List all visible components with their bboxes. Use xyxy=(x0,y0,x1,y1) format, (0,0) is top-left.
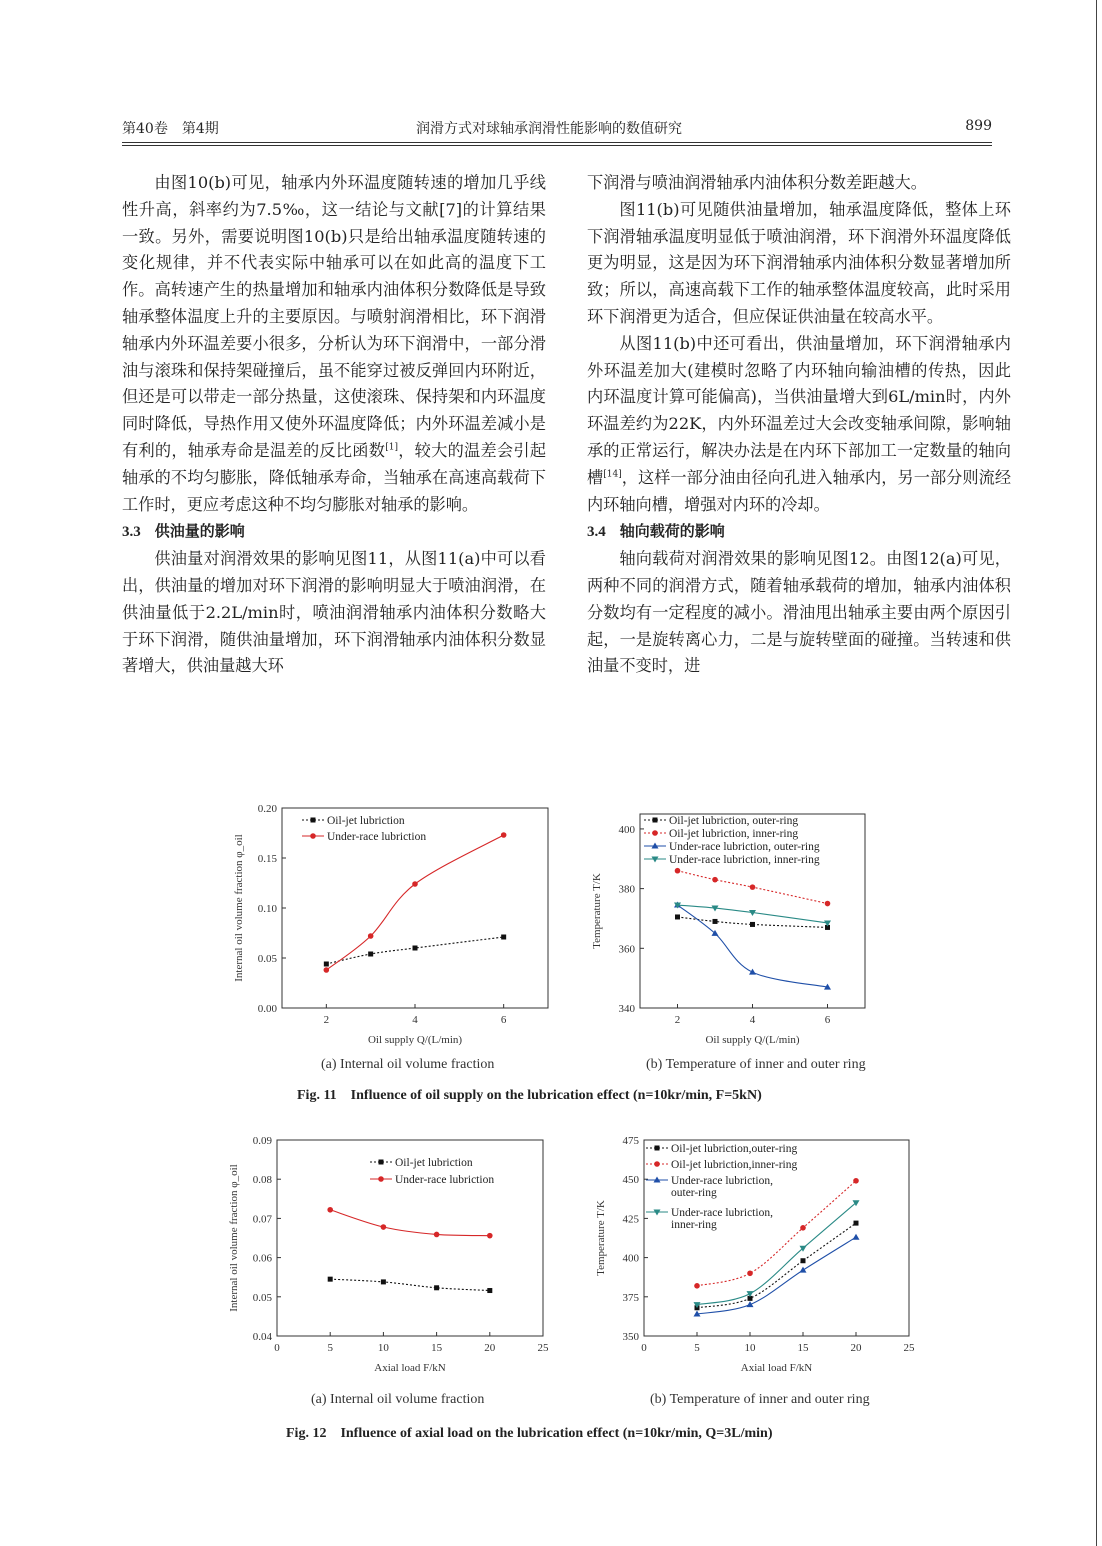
legend-label: Oil-jet lubriction xyxy=(327,815,405,827)
data-point xyxy=(750,922,755,927)
legend-label: Oil-jet lubriction xyxy=(395,1157,473,1169)
y-tick-label: 0.15 xyxy=(257,853,277,865)
data-point xyxy=(853,1234,860,1240)
page-number: 899 xyxy=(965,118,992,134)
y-tick-label: 0.07 xyxy=(252,1213,272,1226)
fig12b-chart xyxy=(580,1132,920,1390)
x-axis-label: Oil supply Q/(L/min) xyxy=(705,1034,800,1046)
legend-marker xyxy=(310,833,316,839)
paragraph: 由图10(b)可见，轴承内外环温度随转速的增加几乎线性升高，斜率约为7.5‰，这一结论与文献[7]的计算结果一致。另外，需要说明图10(b)只是给出轴承温度随转速的变化规律，并不代表实际中轴承可以在如此高的温度下工作。高转速产生的热量增加和轴承内油体积分数降低是导致轴承整体温度上升的主要原因。与喷射润滑相比，环下润滑轴承内外环温差要小很多，分析认为环下润滑中，一部分滑油与滚珠和保持架碰撞后，虽不能穿过被反弹回内环附近，但还是可以带走一部分热量，这使滚珠、保持架和内环温度同时降低，导热作用又使外环温度降低；内外环温差减小是有利的，轴承寿命是温差的反比函数[1]，较大的温差会引起轴承的不均匀膨胀，降低轴承寿命，当轴承在高速高载荷下工作时，更应考虑这种不均匀膨胀对轴承的影响。 xyxy=(122,173,547,514)
data-point xyxy=(800,1225,806,1231)
data-point xyxy=(412,881,418,887)
data-point xyxy=(853,1178,859,1184)
right-column xyxy=(587,170,1011,680)
data-point xyxy=(487,1233,493,1239)
data-point xyxy=(712,877,718,883)
x-tick-label: 20 xyxy=(850,1342,862,1354)
legend-marker xyxy=(654,1161,660,1167)
y-tick-label: 350 xyxy=(622,1331,639,1343)
y-axis-label: Internal oil volume fraction φ_oil xyxy=(233,834,245,982)
fig12b-subcaption: (b) Temperature of inner and outer ring xyxy=(650,1392,870,1407)
x-tick-label: 5 xyxy=(694,1342,700,1354)
data-point xyxy=(413,946,418,951)
data-point xyxy=(487,1288,492,1293)
y-tick-label: 380 xyxy=(618,883,635,896)
y-tick-label: 0.00 xyxy=(257,1003,277,1015)
fig11b-chart xyxy=(580,800,880,1050)
data-point xyxy=(327,1207,333,1213)
data-point xyxy=(501,832,507,838)
y-tick-label: 0.05 xyxy=(252,1291,272,1304)
legend-marker xyxy=(652,830,658,836)
page-edge xyxy=(1096,0,1097,1546)
series-line xyxy=(330,1279,490,1290)
legend-label: Under-race lubriction, inner-ring xyxy=(669,854,820,866)
legend-label: Oil-jet lubriction, inner-ring xyxy=(669,828,799,840)
x-axis-label: Oil supply Q/(L/min) xyxy=(367,1034,463,1046)
x-tick-label: 25 xyxy=(903,1342,915,1354)
data-point xyxy=(434,1232,440,1238)
series-line xyxy=(697,1181,856,1286)
series-line xyxy=(697,1223,856,1308)
x-tick-label: 15 xyxy=(431,1342,443,1354)
y-axis-label: Temperature T/K xyxy=(595,1200,607,1276)
y-axis-label: Internal oil volume fraction φ_oil xyxy=(228,1164,240,1312)
legend-label: Under-race lubriction xyxy=(327,831,427,843)
x-tick-label: 10 xyxy=(744,1342,756,1354)
data-point xyxy=(675,914,680,919)
header-rule-2 xyxy=(122,145,992,146)
x-tick-label: 20 xyxy=(484,1342,496,1354)
legend-label: Oil-jet lubriction,inner-ring xyxy=(671,1159,798,1171)
data-point xyxy=(801,1258,806,1263)
data-point xyxy=(694,1283,700,1289)
fig11-caption: Fig. 11 Influence of oil supply on the lubrication effect (n=10kr/min, F=5kN) xyxy=(297,1088,762,1103)
data-point xyxy=(434,1285,439,1290)
plot-frame xyxy=(277,1140,543,1336)
data-point xyxy=(675,868,681,874)
x-tick-label: 0 xyxy=(274,1342,280,1354)
section-heading: 3.3 供油量的影响 xyxy=(122,522,245,541)
data-point xyxy=(854,1221,859,1226)
legend-label: Under-race lubriction xyxy=(395,1174,495,1186)
data-point xyxy=(825,901,831,907)
x-tick-label: 4 xyxy=(749,1014,756,1026)
x-tick-label: 25 xyxy=(537,1342,549,1354)
y-tick-label: 450 xyxy=(622,1174,639,1187)
fig12-caption: Fig. 12 Influence of axial load on the lubrication effect (n=10kr/min, Q=3L/min) xyxy=(286,1426,773,1441)
x-tick-label: 0 xyxy=(641,1342,647,1354)
y-tick-label: 425 xyxy=(622,1213,639,1226)
legend-label: Oil-jet lubriction, outer-ring xyxy=(669,815,799,827)
x-tick-label: 6 xyxy=(500,1014,507,1026)
series-line xyxy=(330,1210,490,1236)
paragraph: 从图11(b)中还可看出，供油量增加，环下润滑轴承内外环温差加大(建模时忽略了内环轴向输油槽的传热，因此内环温度计算可能偏高)，当供油量增大到6L/min时，内外环温差约为22K，内外环温差过大会改变轴承间隙，影响轴承的正常运行，解决办法是在内环下部加工一定数量的轴向槽[14]，这样一部分油由径向孔进入轴承内，另一部分则流经内环轴向槽，增强对内环的冷却。 xyxy=(587,333,1012,514)
legend-marker xyxy=(311,818,316,823)
journal-volume: 第40卷 第4期 xyxy=(122,121,219,137)
x-tick-label: 6 xyxy=(824,1014,831,1026)
data-point xyxy=(501,935,506,940)
legend-label: Under-race lubriction, xyxy=(671,1207,773,1219)
paragraph: 轴向载荷对润滑效果的影响见图12。由图12(a)可见，两种不同的润滑方式，随着轴承载荷的增加，轴承内油体积分数均有一定程度的减小。滑油甩出轴承主要由两个原因引起，一是旋转离心力，二是与旋转壁面的碰撞。当转速和供油量不变时，进 xyxy=(587,549,1011,676)
legend-label: Under-race lubriction, xyxy=(671,1175,773,1187)
fig11b-subcaption: (b) Temperature of inner and outer ring xyxy=(646,1057,866,1072)
citation: [14] xyxy=(603,469,622,480)
data-point xyxy=(381,1279,386,1284)
y-tick-label: 400 xyxy=(618,823,635,836)
fig11a-chart xyxy=(218,800,558,1050)
section-heading: 3.4 轴向载荷的影响 xyxy=(587,522,725,541)
x-tick-label: 2 xyxy=(674,1014,681,1026)
series-line xyxy=(678,905,828,987)
fig11a-subcaption: (a) Internal oil volume fraction xyxy=(321,1057,495,1072)
legend-marker xyxy=(378,1176,384,1182)
data-point xyxy=(368,952,373,957)
x-tick-label: 2 xyxy=(323,1014,330,1026)
y-tick-label: 400 xyxy=(622,1252,639,1265)
data-point xyxy=(713,919,718,924)
header-rule xyxy=(122,142,992,143)
y-tick-label: 0.06 xyxy=(252,1252,272,1265)
x-axis-label: Axial load F/kN xyxy=(374,1362,446,1374)
y-tick-label: 360 xyxy=(618,943,635,956)
data-point xyxy=(324,962,329,967)
y-tick-label: 0.10 xyxy=(257,903,277,915)
legend-label: Under-race lubriction, outer-ring xyxy=(669,841,820,853)
x-axis-label: Axial load F/kN xyxy=(740,1362,813,1374)
y-axis-label: Temperature T/K xyxy=(591,873,603,949)
citation: [1] xyxy=(385,442,398,453)
data-point xyxy=(328,1277,333,1282)
data-point xyxy=(381,1224,387,1230)
legend-label: outer-ring xyxy=(671,1187,717,1199)
y-tick-label: 0.20 xyxy=(257,803,277,815)
running-title: 润滑方式对球轴承润滑性能影响的数值研究 xyxy=(416,121,682,137)
paragraph: 图11(b)可见随供油量增加，轴承温度降低，整体上环下润滑轴承温度明显低于喷油润滑，环下润滑外环温度降低更为明显，这是因为环下润滑轴承内油体积分数显著增加所致；所以，高速高载下工作的轴承整体温度较高，此时采用环下润滑更为适合，但应保证供油量在较高水平。 xyxy=(587,199,1011,326)
legend-marker xyxy=(653,818,658,823)
fig12a-chart xyxy=(210,1132,560,1390)
series-line xyxy=(697,1237,856,1314)
fig12a-subcaption: (a) Internal oil volume fraction xyxy=(311,1392,485,1407)
left-column xyxy=(122,170,546,680)
data-point xyxy=(368,933,374,939)
y-tick-label: 375 xyxy=(622,1291,639,1304)
x-tick-label: 4 xyxy=(412,1014,418,1026)
y-tick-label: 475 xyxy=(622,1135,639,1147)
y-tick-label: 340 xyxy=(618,1003,635,1015)
x-tick-label: 10 xyxy=(377,1342,389,1354)
data-point xyxy=(800,1267,807,1273)
running-header xyxy=(122,116,992,140)
data-point xyxy=(324,967,330,973)
paragraph: 供油量对润滑效果的影响见图11，从图11(a)中可以看出，供油量的增加对环下润滑的影响明显大于喷油润滑，在供油量低于2.2L/min时，喷油润滑轴承内油体积分数略大于环下润滑，随供油量增加，环下润滑轴承内油体积分数显著增大，供油量越大环 xyxy=(122,549,546,676)
legend-marker xyxy=(655,1146,660,1151)
data-point xyxy=(749,969,756,975)
data-point xyxy=(747,1270,753,1276)
y-tick-label: 0.08 xyxy=(252,1174,272,1187)
legend-label: Oil-jet lubriction,outer-ring xyxy=(671,1143,798,1155)
y-tick-label: 0.05 xyxy=(257,953,277,965)
x-tick-label: 5 xyxy=(327,1342,333,1354)
legend-marker xyxy=(379,1160,384,1165)
data-point xyxy=(750,884,756,890)
paragraph: 下润滑与喷油润滑轴承内油体积分数差距越大。 xyxy=(587,173,927,192)
legend-label: inner-ring xyxy=(671,1219,717,1231)
x-tick-label: 15 xyxy=(797,1342,809,1354)
y-tick-label: 0.09 xyxy=(252,1135,272,1147)
y-tick-label: 0.04 xyxy=(252,1331,272,1343)
